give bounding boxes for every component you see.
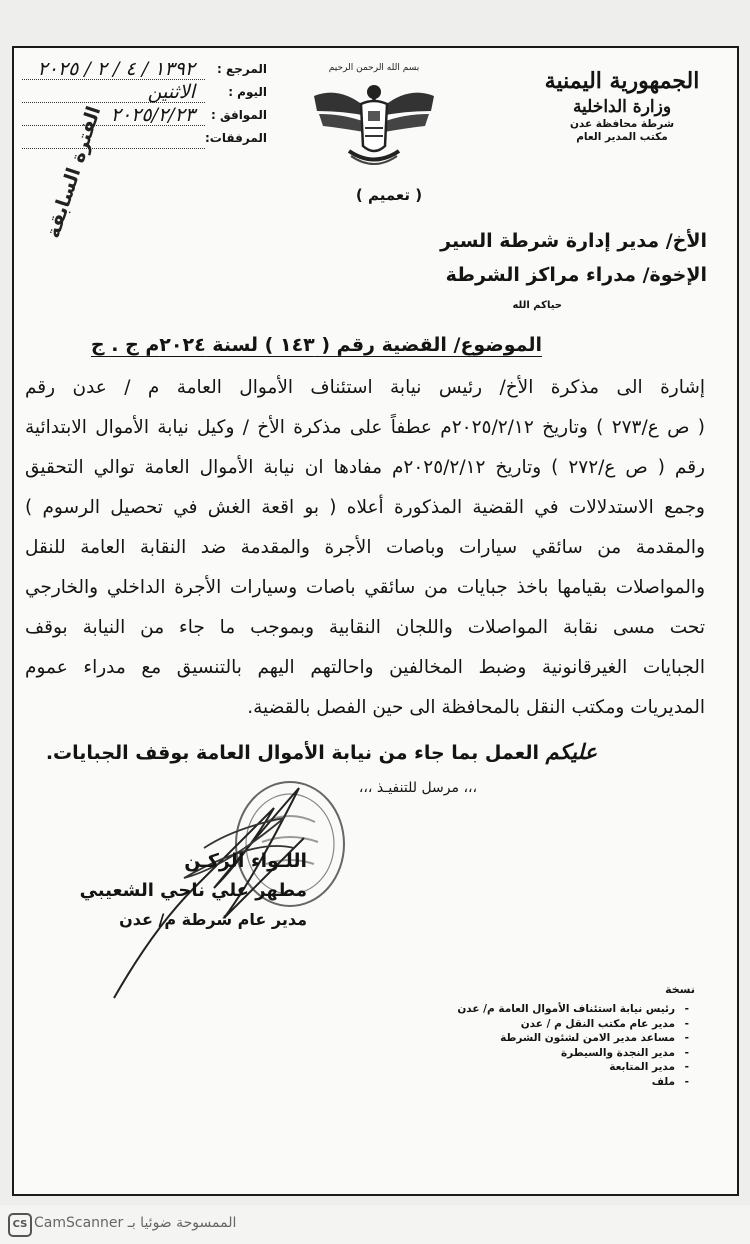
date-label: الموافق : [211,108,267,122]
subject-line: الموضوع/ القضية رقم ( ١٤٣ ) لسنة ٢٠٢٤م ج . ج [90,334,542,356]
sent-for-execution: ،،، مرسل للتنفيـذ ،،، [358,780,477,796]
copies-list [435,983,695,1089]
greeting: حياكم الله [512,300,562,311]
closing-text: العمل بما جاء من نيابة الأموال العامة بوقف الجبايات. [45,742,546,764]
copy-item: مدير عام مكتب النقل م / عدن - [435,1017,675,1032]
body-line: رقم ( ص ع/٢٧٢ ) وتاريخ ٢٠٢٥/٢/١٢م مفادها ان نيابة الأموال العامة توالي التحقيق [25,457,705,478]
camscanner-footer [0,1205,750,1244]
copy-item: رئيس نيابة استئناف الأموال العامة م/ عدن - [435,1002,675,1017]
document-page [12,46,739,1196]
letter-body [25,368,705,728]
reference-row [22,60,267,83]
yemen-eagle-emblem [309,56,439,174]
day-row [22,83,267,106]
body-line: والمواصلات بقيامها باخذ جبايات من سائقي باصات وسيارات الأجرة الداخلي والخارجي [25,577,705,598]
basmala-text: بسم الله الرحمن الرحيم [328,63,420,73]
copies-caption: نسخة [665,983,695,996]
copy-item: مدير النجدة والسيطرة - [435,1046,675,1061]
attachments-row [22,129,267,152]
signature-block [80,846,307,934]
signatory-title: مدير عام شرطة م/ عدن [119,910,307,929]
copy-item: ملف - [435,1075,675,1090]
body-line: تحت مسى نقابة المواصلات واللجان النقابية وبموجب ما جاء من النيابة بوقف [25,617,705,638]
body-line: وجمع الاستدلالات في القضية المذكورة أعلاه ( بو اقعة الغش في تحصيل الرسوم ) [25,497,705,518]
day-value: الاثنين [147,81,195,103]
signatory-name: مطهر علي ناجي الشعيبي [79,880,307,901]
date-value: ٢٠٢٥/٢/٢٣ [110,104,195,126]
letterhead-ministry [527,66,717,144]
addressee-station-directors: الإخوة/ مدراء مراكز الشرطة [445,264,707,286]
reference-value: ١٣٩٢ / ٤ / ٢ / ٢٠٢٥ [37,58,195,80]
closing-line [46,740,597,764]
date-row [22,106,267,129]
reference-label: المرجع : [217,62,267,76]
circular-title: ( تعميم ) [355,186,423,204]
body-line: المديريات ومكتب النقل بالمحافظة الى حين الفصل بالقضية. [247,697,705,718]
body-line: الجبايات الغيرقانونية وضبط المخالفين واحالتهم اليهم بالتنسيق مع مدراء عموم [25,657,705,678]
body-line: ( ص ع/٢٧٣ ) وتاريخ ٢٠٢٥/٢/١٢م عطفاً على مذكرة الأخ / وكيل نيابة الأموال الابتدائية [25,417,705,438]
signatory-rank: اللـواء الركـن [184,850,307,872]
day-label: اليوم : [228,85,267,99]
republic-name: الجمهورية اليمنية [544,68,700,94]
camscanner-text: CamScanner الممسوحة ضوئيا بـ [34,1215,237,1231]
ministry-name: وزارة الداخلية [572,97,672,117]
closing-emphasis: عليكم [545,740,597,764]
addressee-traffic-director: الأخ/ مدير إدارة شرطة السير [440,230,707,252]
side-stamp: الفترة السابقة [42,103,106,241]
copy-item: مساعد مدير الامن لشئون الشرطة - [435,1031,675,1046]
reference-block [22,60,267,152]
attachments-label: المرفقات: [205,131,267,145]
copy-item: مدير المتابعة - [435,1060,675,1075]
body-line: إشارة الى مذكرة الأخ/ رئيس نيابة استئناف الأموال العامة م / عدن رقم [25,377,705,398]
police-name: شرطة محافظة عدن [569,118,675,130]
body-line: والمقدمة من سائقي سيارات وباصات الأجرة والمقدمة ضد النقابة العامة للنقل [25,537,705,558]
office-name: مكتب المدير العام [576,131,668,143]
camscanner-logo-icon: CS [8,1213,32,1237]
